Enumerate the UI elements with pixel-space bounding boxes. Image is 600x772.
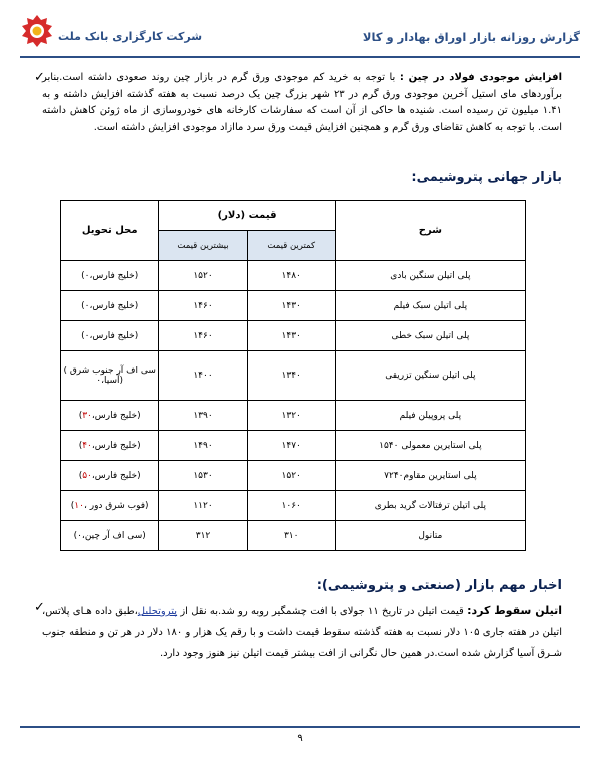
footer-divider [20, 726, 580, 728]
row-description: پلی اتیلن سبک فیلم [335, 291, 525, 321]
row-max-price: ۱۵۲۰ [159, 261, 247, 291]
ethylene-news-title: اتیلن سقوط کرد: [467, 604, 562, 617]
table-row [61, 491, 526, 521]
row-delivery-line2: (آسیا،۰ [96, 375, 124, 386]
ethylene-news-text-2: ،طبق داده هـای پلاتس، اتیلن در هفته جاری ۱۰۵ دلار نسبت به هفته گذشته سقوط قیمت داشت و با رقم یک هزار و ۱۸۰ دلار در هر تن و منطقه جنوب شـرق آسیا گزارش شده است.در همین حال نگرانی از افت بیشتر قیمت اتیلن نیز هنوز وجود دارد. [42, 606, 562, 659]
row-max-price: ۱۵۳۰ [159, 461, 247, 491]
row-description: پلی پروپیلن فیلم [335, 401, 525, 431]
row-max-price: ۱۴۹۰ [159, 431, 247, 461]
petrochem-market-heading: بازار جهانی پتروشیمی: [411, 170, 562, 185]
row-description: پلی اتیلن سبک خطی [335, 321, 525, 351]
row-min-price: ۱۴۳۰ [247, 321, 335, 351]
delivery-highlight: ۴۰ [82, 440, 92, 451]
row-min-price: ۱۰۶۰ [247, 491, 335, 521]
row-max-price: ۱۴۰۰ [159, 351, 247, 401]
page-header [0, 0, 600, 72]
row-min-price: ۱۵۲۰ [247, 461, 335, 491]
report-title: گزارش روزانه بازار اوراق بهادار و کالا [362, 30, 580, 44]
petrochem-price-table [60, 200, 526, 551]
delivery-close: ) [78, 410, 83, 421]
steel-inventory-title: افزایش موجودی فولاد در چین : [399, 72, 562, 83]
row-description: پلی اتیلن ترفتالات گرید بطری [335, 491, 525, 521]
steel-inventory-text: با توجه به خرید کم موجودی ورق گرم در بازار چین روند صعودی داشته است.بنابر برآوردهای مای استیل آخرین موجودی ورق گرم در ۲۳ شهر بزرگ چین یک درصد نسبت به هفته گذشته افزایش داشته و به ۱.۴۱ میلیون تن رسیده است. شنیده ها حاکی از آن است که سفارشات کارخانه های خودروسازی از ماه ژوئن کاهش داشته است. با توجه به کاهش تقاضای ورق گرم و همچنین افزایش قیمت ورق سرد ماازاد موجودی افزایش داشته است. [42, 72, 562, 133]
row-delivery: (خلیج فارس،۰) [61, 291, 159, 321]
col-price-header: قیمت (دلار) [159, 201, 335, 231]
market-news-heading: اخبار مهم بازار (صنعتی و پتروشیمی): [316, 578, 562, 593]
row-min-price: ۳۱۰ [247, 521, 335, 551]
table-row [61, 461, 526, 491]
row-delivery: (خلیج فارس،۰) [61, 261, 159, 291]
row-description: پلی استایرین معمولی ۱۵۴۰ [335, 431, 525, 461]
row-min-price: ۱۳۲۰ [247, 401, 335, 431]
row-min-price: ۱۴۷۰ [247, 431, 335, 461]
row-delivery [61, 431, 159, 461]
delivery-text: (خلیج فارس، [91, 470, 141, 481]
delivery-highlight: ۱۰ [74, 500, 84, 511]
row-max-price: ۱۱۲۰ [159, 491, 247, 521]
delivery-close: ) [78, 440, 83, 451]
ethylene-news-text-1: قیمت اتیلن در تاریخ ۱۱ جولای با افت چشمگیر روبه رو شد.به نقل از [177, 606, 468, 617]
row-description: پلی استایرین مقاوم۷۲۴۰ [335, 461, 525, 491]
table-row [61, 351, 526, 401]
row-max-price: ۱۳۹۰ [159, 401, 247, 431]
row-min-price: ۱۴۸۰ [247, 261, 335, 291]
col-min-price-header: کمترین قیمت [247, 231, 335, 261]
delivery-close: ) [78, 470, 83, 481]
company-name: شرکت کارگزاری بانک ملت [58, 30, 203, 43]
check-icon: ✓ [34, 600, 45, 615]
row-description: متانول [335, 521, 525, 551]
row-max-price: ۳۱۲ [159, 521, 247, 551]
ethylene-news-paragraph [42, 600, 562, 664]
source-link[interactable]: پتروتحلیل [137, 606, 178, 617]
row-description: پلی اتیلن سنگین بادی [335, 261, 525, 291]
row-delivery: (خلیج فارس،۰) [61, 321, 159, 351]
table-row [61, 321, 526, 351]
table-row [61, 261, 526, 291]
steel-inventory-paragraph [42, 70, 562, 136]
table-row [61, 401, 526, 431]
table-row [61, 521, 526, 551]
row-description: پلی اتیلن سنگین تزریقی [335, 351, 525, 401]
table-row [61, 431, 526, 461]
table-row [61, 291, 526, 321]
bank-mellat-logo-icon [20, 14, 54, 48]
delivery-highlight: ۳۰ [82, 410, 92, 421]
delivery-text: (فوب شرق دور ، [83, 500, 149, 511]
row-delivery-line1: سی اف آر جنوب شرق ) [63, 365, 156, 376]
row-delivery [61, 461, 159, 491]
col-delivery-header: محل تحویل [61, 201, 159, 261]
delivery-text: (خلیج فارس، [91, 440, 141, 451]
row-delivery [61, 491, 159, 521]
col-max-price-header: بیشترین قیمت [159, 231, 247, 261]
check-icon: ✓ [34, 70, 45, 85]
row-min-price: ۱۴۳۰ [247, 291, 335, 321]
delivery-close: ) [70, 500, 75, 511]
row-delivery: (سی اف آر چین،۰) [61, 521, 159, 551]
col-description-header: شرح [335, 201, 525, 261]
row-delivery [61, 401, 159, 431]
delivery-highlight: ۵۰ [82, 470, 92, 481]
delivery-text: (خلیج فارس، [91, 410, 141, 421]
row-min-price: ۱۳۴۰ [247, 351, 335, 401]
row-max-price: ۱۴۶۰ [159, 321, 247, 351]
row-delivery [61, 351, 159, 401]
page-number: ۹ [297, 733, 303, 744]
header-divider [20, 56, 580, 58]
row-max-price: ۱۴۶۰ [159, 291, 247, 321]
